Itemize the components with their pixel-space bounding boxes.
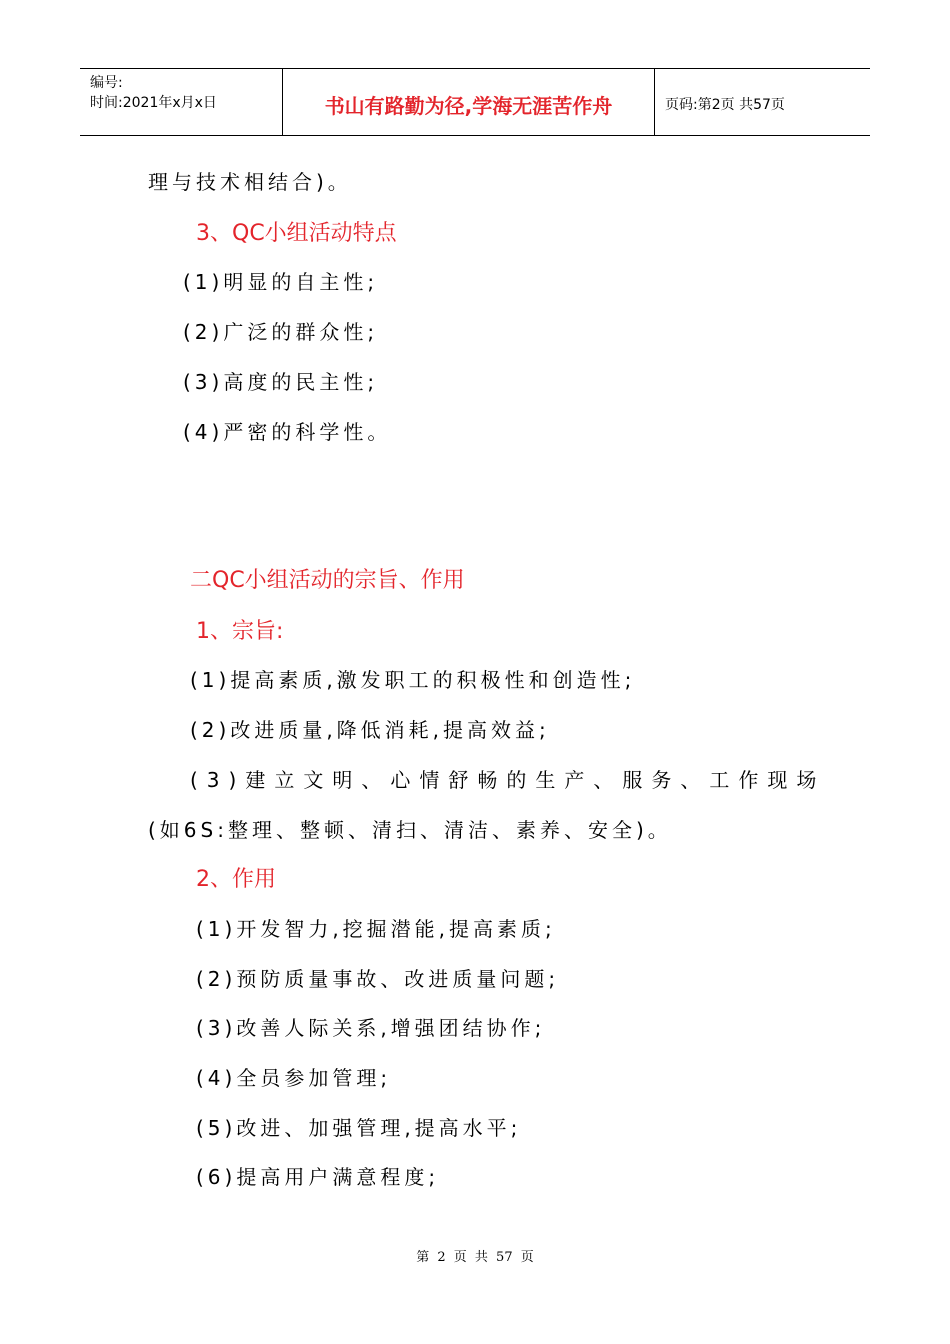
page-footer: 第 2 页 共 57 页 <box>416 1250 534 1265</box>
chapter2-title: 二QC小组活动的宗旨、作用 <box>190 568 465 593</box>
motto-text: 书山有路勤为径,学海无涯苦作舟 <box>324 93 613 118</box>
role-item: (4)全员参加管理; <box>196 1066 392 1090</box>
section3-title: 3、QC小组活动特点 <box>196 221 397 246</box>
continuation-text: 理与技术相结合)。 <box>148 170 352 194</box>
purpose-title: 1、宗旨: <box>196 619 284 644</box>
feature-item: (3)高度的民主性; <box>183 370 379 394</box>
purpose-item: (2)改进质量,降低消耗,提高效益; <box>190 718 550 742</box>
role-item: (2)预防质量事故、改进质量问题; <box>196 967 560 991</box>
header-table <box>80 68 870 136</box>
role-item: (1)开发智力,挖掘潜能,提高素质; <box>196 917 556 941</box>
header-meta-cell <box>80 69 282 135</box>
feature-item: (1)明显的自主性; <box>183 270 379 294</box>
header-motto-cell <box>282 69 655 135</box>
number-label: 编号: <box>90 75 123 91</box>
time-label: 时间:2021年x月x日 <box>90 95 217 111</box>
role-item: (3)改善人际关系,增强团结协作; <box>196 1016 546 1040</box>
purpose-item: (1)提高素质,激发职工的积极性和创造性; <box>190 668 636 692</box>
header-page-cell <box>655 69 870 135</box>
role-item: (5)改进、加强管理,提高水平; <box>196 1116 522 1140</box>
role-item: (6)提高用户满意程度; <box>196 1165 440 1189</box>
feature-item: (2)广泛的群众性; <box>183 320 379 344</box>
feature-item: (4)严密的科学性。 <box>183 420 392 444</box>
page-label: 页码:第2页 共57页 <box>665 97 785 113</box>
purpose-item: (如6S:整理、整顿、清扫、清洁、素养、安全)。 <box>148 818 672 842</box>
role-title: 2、作用 <box>196 867 276 892</box>
purpose-item: (3)建立文明、心情舒畅的生产、服务、工作现场 <box>190 768 826 792</box>
